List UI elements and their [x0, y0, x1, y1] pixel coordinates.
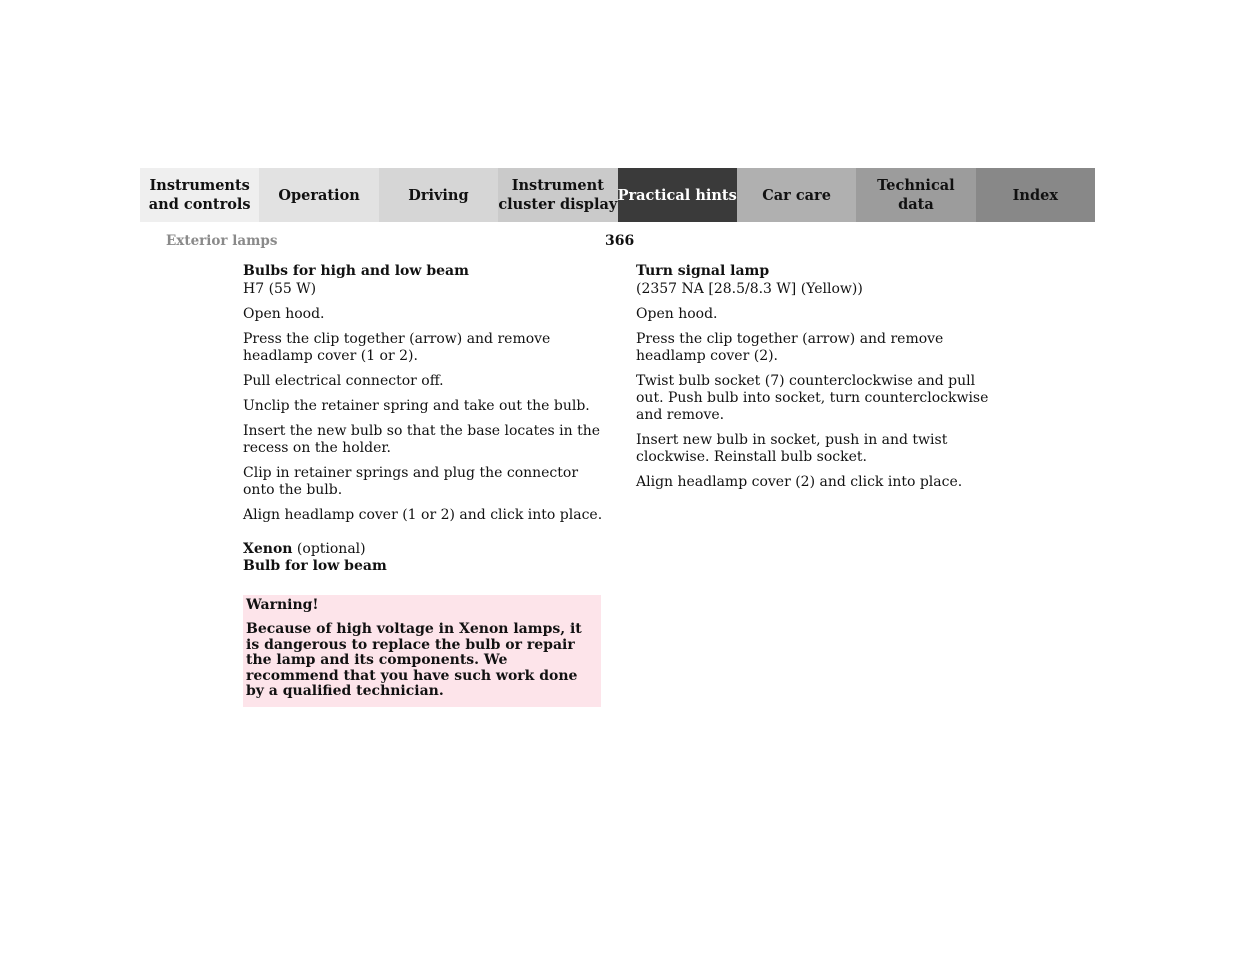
warning-box: [243, 595, 601, 707]
tab-instrument-cluster-display[interactable]: Instrument cluster display: [498, 168, 617, 222]
instruction-step: Twist bulb socket (7) counterclockwise and pull out. Push bulb into socket, turn counterclockwise and remove.: [636, 373, 989, 423]
tab-technical-data[interactable]: Technical data: [856, 168, 975, 222]
warning-title: Warning!: [246, 597, 319, 613]
instruction-step: Open hood.: [636, 306, 718, 322]
xenon-subheading: Bulb for low beam: [243, 558, 387, 574]
xenon-optional-label: (optional): [296, 541, 366, 557]
right-column: [636, 263, 996, 491]
instruction-step: Align headlamp cover (2) and click into place.: [636, 474, 963, 490]
high-low-beam-heading: Bulbs for high and low beam: [243, 263, 469, 279]
xenon-title: Xenon: [243, 541, 293, 557]
warning-text: Because of high voltage in Xenon lamps, it is dangerous to replace the bulb or repair the lamp and its components. We recommend that you have such work done by a qualified technician.: [246, 621, 582, 699]
instruction-step: Insert new bulb in socket, push in and twist clockwise. Reinstall bulb socket.: [636, 432, 948, 465]
page-number: 366: [605, 233, 635, 249]
tab-driving[interactable]: Driving: [379, 168, 498, 222]
tab-instruments-and-controls[interactable]: Instruments and controls: [140, 168, 259, 222]
instruction-step: Clip in retainer springs and plug the connector onto the bulb.: [243, 465, 579, 498]
chapter-tab-bar: [140, 168, 1095, 222]
xenon-heading: [243, 541, 603, 558]
instruction-step: Open hood.: [243, 306, 325, 322]
tab-car-care[interactable]: Car care: [737, 168, 856, 222]
tab-index[interactable]: Index: [976, 168, 1095, 222]
section-title: Exterior lamps: [166, 233, 278, 249]
instruction-step: Insert the new bulb so that the base locates in the recess on the holder.: [243, 423, 601, 456]
tab-practical-hints[interactable]: Practical hints: [618, 168, 737, 222]
high-low-beam-spec: H7 (55 W): [243, 281, 317, 297]
instruction-step: Press the clip together (arrow) and remove headlamp cover (2).: [636, 331, 944, 364]
tab-operation[interactable]: Operation: [259, 168, 378, 222]
left-column: [243, 263, 603, 707]
turn-signal-heading: Turn signal lamp: [636, 263, 770, 279]
instruction-step: Press the clip together (arrow) and remove headlamp cover (1 or 2).: [243, 331, 551, 364]
turn-signal-spec: (2357 NA [28.5/8.3 W] (Yellow)): [636, 281, 863, 297]
instruction-step: Pull electrical connector off.: [243, 373, 444, 389]
instruction-step: Unclip the retainer spring and take out the bulb.: [243, 398, 590, 414]
instruction-step: Align headlamp cover (1 or 2) and click into place.: [243, 507, 603, 523]
